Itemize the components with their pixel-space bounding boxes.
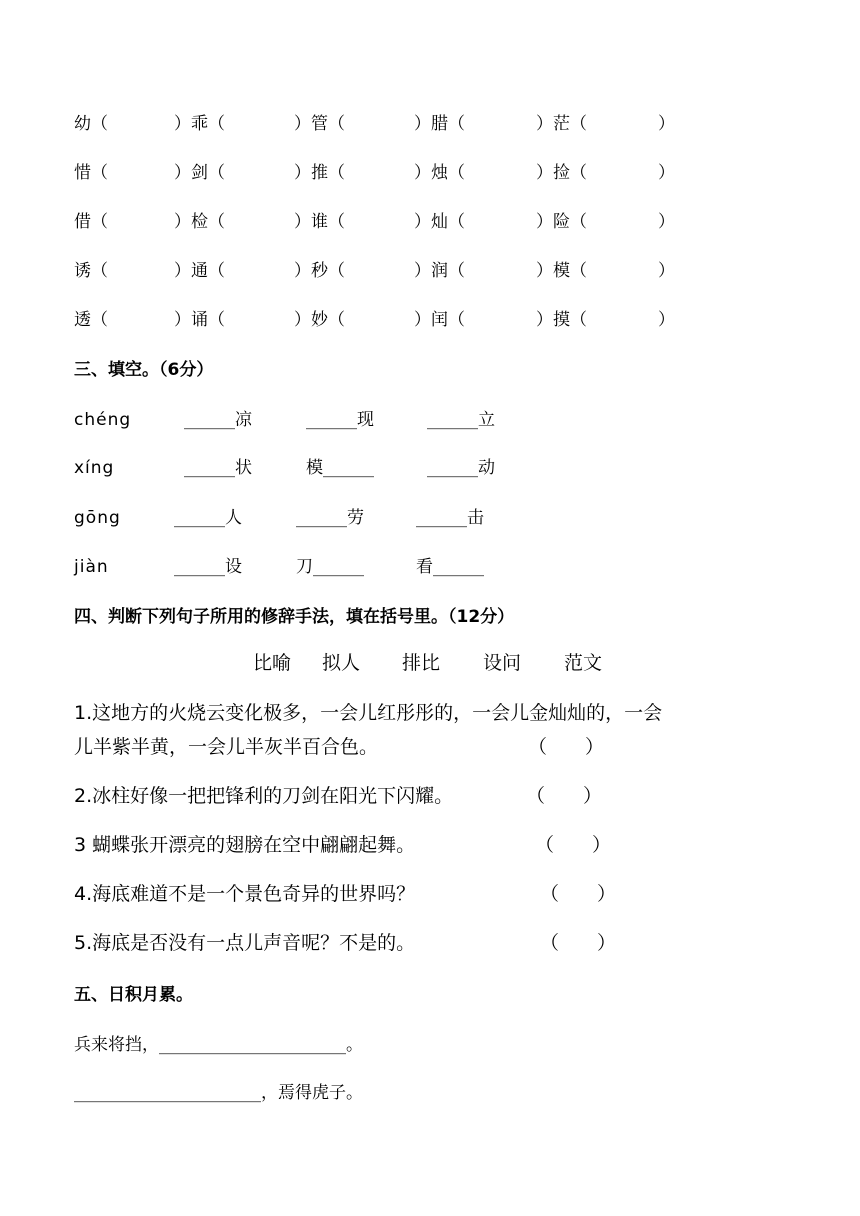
fill-blank-word[interactable]: ______击 <box>416 508 484 528</box>
grid-cell[interactable]: ）险（ <box>536 212 587 232</box>
grid-cell[interactable]: ）闰（ <box>414 310 465 330</box>
grid-row <box>0 207 860 237</box>
grid-cell[interactable]: ）推（ <box>294 163 345 183</box>
grid-cell[interactable]: ）捡（ <box>536 163 587 183</box>
fill-blank-word[interactable]: ______设 <box>174 557 242 577</box>
grid-cell[interactable]: ）管（ <box>294 114 345 134</box>
grid-cell[interactable]: ） <box>658 261 675 281</box>
rhetoric-options <box>0 648 860 678</box>
sentence-5: 5.海底是否没有一点儿声音呢？不是的。 <box>74 932 416 954</box>
answer-paren-1[interactable]: （ ） <box>528 736 605 758</box>
grid-cell[interactable]: ） <box>658 114 675 134</box>
option-item: 范文 <box>564 652 603 674</box>
grid-cell[interactable]: ） <box>658 310 675 330</box>
grid-cell[interactable]: ）烛（ <box>414 163 465 183</box>
sentence-3: 3 蝴蝶张开漂亮的翅膀在空中翩翩起舞。 <box>74 834 416 856</box>
grid-cell[interactable]: ）诵（ <box>174 310 225 330</box>
grid-cell: 透（ <box>74 310 108 330</box>
fill-blank-word[interactable]: ______立 <box>427 410 495 430</box>
fill-blank-word[interactable]: 看______ <box>416 557 484 577</box>
grid-cell: 诱（ <box>74 261 108 281</box>
option-item: 排比 <box>402 652 441 674</box>
pinyin-label: gōng <box>74 508 121 528</box>
grid-cell[interactable]: ）通（ <box>174 261 225 281</box>
section5-heading: 五、日积月累。 <box>74 985 193 1005</box>
sentence-4: 4.海底难道不是一个景色奇异的世界吗？ <box>74 883 416 905</box>
fill-blank-word[interactable]: ______状 <box>184 458 252 478</box>
sentence-2: 2.冰柱好像一把把锋利的刀剑在阳光下闪耀。 <box>74 785 454 807</box>
answer-paren-2[interactable]: （ ） <box>526 785 603 807</box>
grid-cell[interactable]: ）秒（ <box>294 261 345 281</box>
section3-heading: 三、填空。（6分） <box>74 360 214 380</box>
grid-cell: 惜（ <box>74 163 108 183</box>
grid-cell[interactable]: ）剑（ <box>174 163 225 183</box>
option-item: 拟人 <box>322 652 361 674</box>
sentence-1-line1: 1.这地方的火烧云变化极多，一会儿红彤彤的，一会儿金灿灿的，一会 <box>74 702 663 724</box>
sentence-1-line2: 儿半紫半黄，一会儿半灰半百合色。 <box>74 736 379 758</box>
fill-blank-word[interactable]: ______凉 <box>184 410 252 430</box>
grid-cell[interactable]: ） <box>658 212 675 232</box>
grid-cell[interactable]: ）润（ <box>414 261 465 281</box>
grid-cell[interactable]: ）茫（ <box>536 114 587 134</box>
answer-paren-4[interactable]: （ ） <box>540 883 617 905</box>
grid-cell[interactable]: ）腊（ <box>414 114 465 134</box>
grid-cell[interactable]: ）谁（ <box>294 212 345 232</box>
fill-blank-word[interactable]: 刀______ <box>296 557 364 577</box>
grid-cell[interactable]: ）模（ <box>536 261 587 281</box>
grid-cell[interactable]: ） <box>658 163 675 183</box>
pinyin-label: xíng <box>74 458 115 478</box>
fill-blank-word[interactable]: ______人 <box>174 508 242 528</box>
fill-blank-word[interactable]: ______劳 <box>296 508 364 528</box>
section4-heading: 四、判断下列句子所用的修辞手法，填在括号里。（12分） <box>74 607 515 627</box>
option-item: 比喻 <box>253 652 292 674</box>
grid-row <box>0 305 860 335</box>
grid-cell[interactable]: ）灿（ <box>414 212 465 232</box>
fill-blank-word[interactable]: ______现 <box>306 410 374 430</box>
grid-row <box>0 109 860 139</box>
grid-cell: 借（ <box>74 212 108 232</box>
pinyin-label: chéng <box>74 410 132 430</box>
answer-paren-5[interactable]: （ ） <box>540 932 617 954</box>
fill-blank-word[interactable]: ______动 <box>427 458 495 478</box>
answer-paren-3[interactable]: （ ） <box>535 834 612 856</box>
grid-cell: 幼（ <box>74 114 108 134</box>
grid-cell[interactable]: ）乖（ <box>174 114 225 134</box>
accumulation-line-1[interactable]: 兵来将挡，______________________。 <box>74 1035 363 1055</box>
accumulation-line-2[interactable]: ______________________，焉得虎子。 <box>74 1083 363 1103</box>
grid-row <box>0 158 860 188</box>
grid-cell[interactable]: ）摸（ <box>536 310 587 330</box>
grid-row <box>0 256 860 286</box>
pinyin-label: jiàn <box>74 557 109 577</box>
fill-blank-word[interactable]: 模______ <box>306 458 374 478</box>
grid-cell[interactable]: ）妙（ <box>294 310 345 330</box>
option-item: 设问 <box>483 652 522 674</box>
grid-cell[interactable]: ）检（ <box>174 212 225 232</box>
